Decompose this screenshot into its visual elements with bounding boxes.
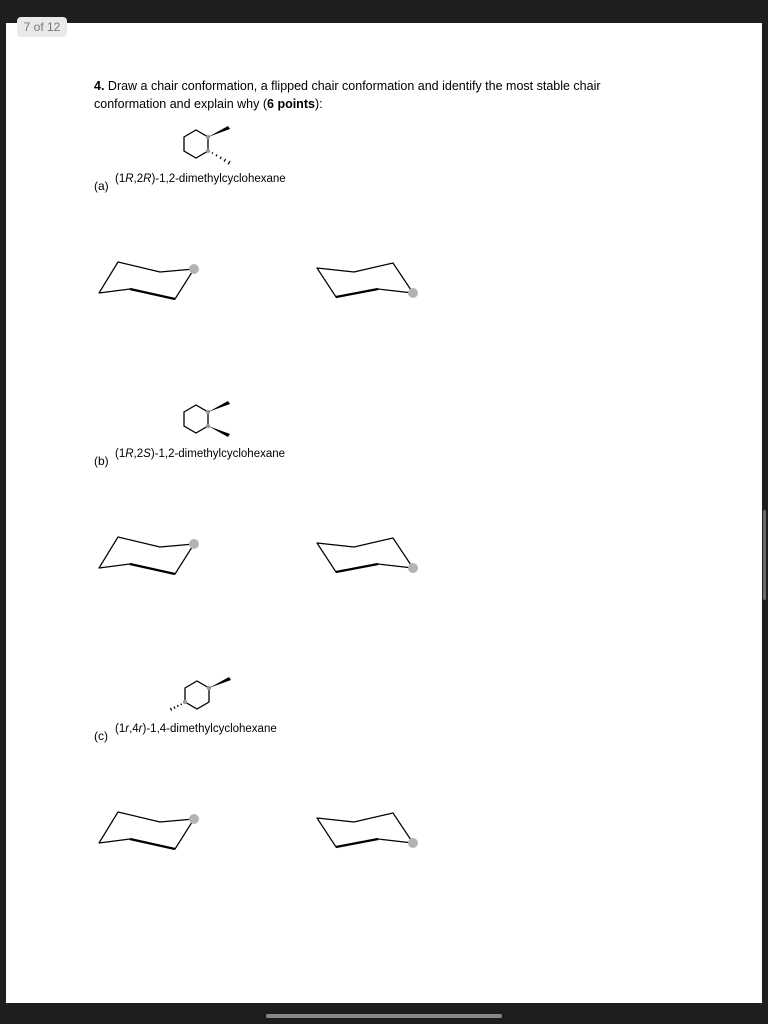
vertical-scrollbar[interactable] — [763, 510, 766, 600]
structure-c-skeletal — [165, 672, 240, 717]
question-number: 4. — [94, 79, 105, 93]
part-c-label: (c) — [94, 729, 108, 743]
horizontal-scrollbar[interactable] — [266, 1014, 502, 1018]
chair-template-c — [95, 808, 205, 853]
compound-name-a: (1R,2R)-1,2-dimethylcyclohexane — [115, 173, 286, 185]
compound-name-b: (1R,2S)-1,2-dimethylcyclohexane — [115, 448, 286, 460]
part-b-label: (b) — [94, 454, 109, 468]
compound-name-c: (1r,4r)-1,4-dimethylcyclohexane — [115, 723, 277, 735]
flipped-chair-template-c — [313, 808, 423, 853]
page-indicator: 7 of 12 — [17, 17, 67, 37]
question-4 — [94, 77, 634, 113]
flipped-chair-template-a — [313, 258, 423, 303]
document-page — [6, 23, 762, 1003]
flipped-chair-template-b — [313, 533, 423, 578]
part-a-label: (a) — [94, 179, 109, 193]
question-text-end: ): — [314, 97, 323, 111]
question-text: Draw a chair conformation, a flipped chair conformation and identify the most stable chair conformation and explain why ( — [94, 79, 601, 111]
structure-a-skeletal — [176, 120, 240, 170]
structure-b-skeletal — [176, 395, 240, 445]
chair-template-b — [95, 533, 205, 578]
chair-template-a — [95, 258, 205, 303]
question-points: 6 points — [267, 97, 315, 111]
